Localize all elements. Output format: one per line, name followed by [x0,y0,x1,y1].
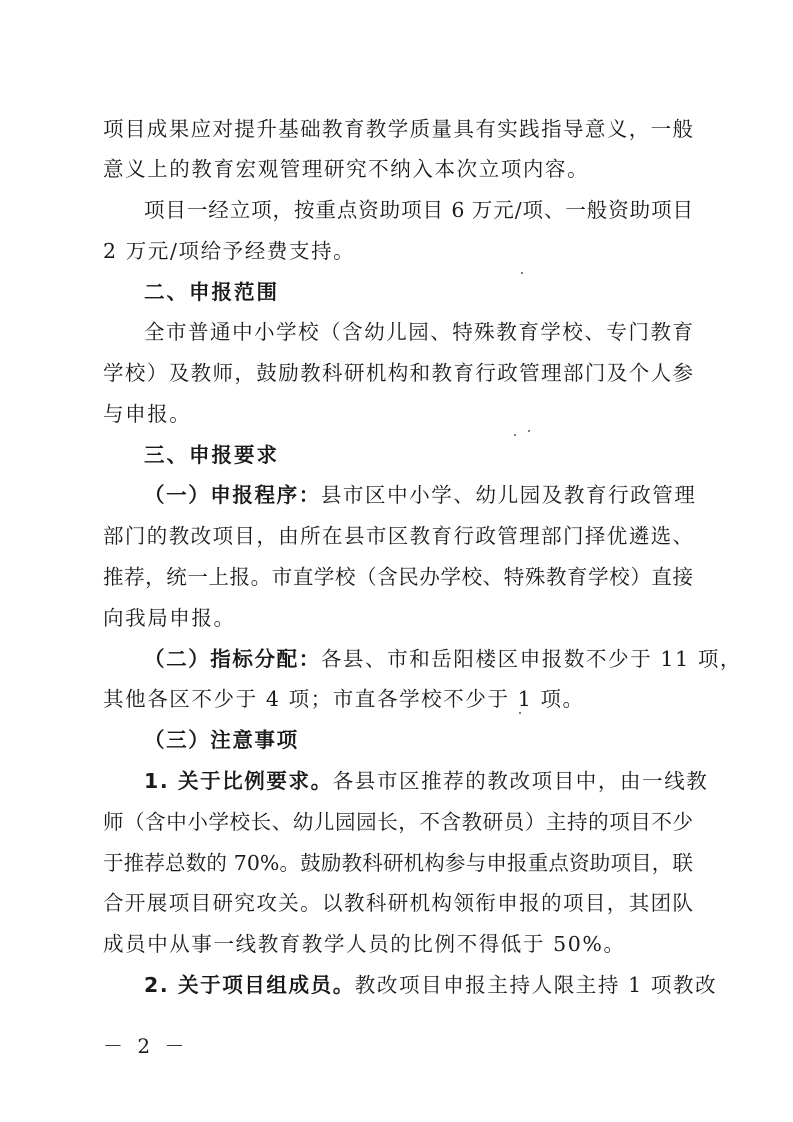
scan-speck [519,712,521,714]
body-line: 合开展项目研究攻关。以教科研机构领衔申报的项目，其团队 [103,891,693,915]
section-heading-scope: 二、申报范围 [144,280,279,304]
subsection-label: （二）指标分配： [144,647,321,671]
scan-speck [521,272,523,274]
scan-speck [514,434,516,436]
body-line: 与申报。 [103,402,192,426]
body-line [144,482,697,508]
item-label: 2. 关于项目组成员。 [144,973,355,997]
body-line: 师（含中小学校长、幼儿园园长，不含教研员）主持的项目不少 [103,810,693,834]
body-line [144,972,718,998]
body-line: 其他各区不少于 4 项；市直各学校不少于 1 项。 [103,687,585,711]
item-label: 1. 关于比例要求。 [144,769,333,793]
body-line [144,646,743,672]
body-line: 于推荐总数的 70%。鼓励教科研机构参与申报重点资助项目，联 [103,851,693,875]
subsection-heading-notes: （三）注意事项 [144,728,299,752]
body-line: 部门的教改项目，由所在县市区教育行政管理部门择优遴选、 [103,524,693,548]
body-text: 各县、市和岳阳楼区申报数不少于 11 项， [320,647,743,671]
body-line: 项目一经立项，按重点资助项目 6 万元/项、一般资助项目 [144,198,693,222]
body-text: 县市区中小学、幼儿园及教育行政管理 [320,483,697,507]
body-line: 推荐，统一上报。市直学校（含民办学校、特殊教育学校）直接 [103,565,693,589]
section-heading-requirements: 三、申报要求 [144,443,279,467]
body-line: 2 万元/项给予经费支持。 [103,239,356,263]
body-line [144,768,709,794]
page-number: － 2 － [103,1034,189,1058]
body-text: 各县市区推荐的教改项目中，由一线教 [332,769,709,793]
scan-speck [528,430,530,432]
body-line: 成员中从事一线教育教学人员的比例不得低于 50%。 [103,932,626,956]
body-line: 向我局申报。 [103,606,236,630]
body-line: 学校）及教师，鼓励教科研机构和教育行政管理部门及个人参 [103,361,693,385]
body-line: 全市普通中小学校（含幼儿园、特殊教育学校、专门教育 [144,320,693,344]
subsection-label: （一）申报程序： [144,483,321,507]
body-line: 项目成果应对提升基础教育教学质量具有实践指导意义，一般 [103,117,693,141]
body-text: 教改项目申报主持人限主持 1 项教改 [354,973,718,997]
body-line: 意义上的教育宏观管理研究不纳入本次立项内容。 [103,157,590,181]
